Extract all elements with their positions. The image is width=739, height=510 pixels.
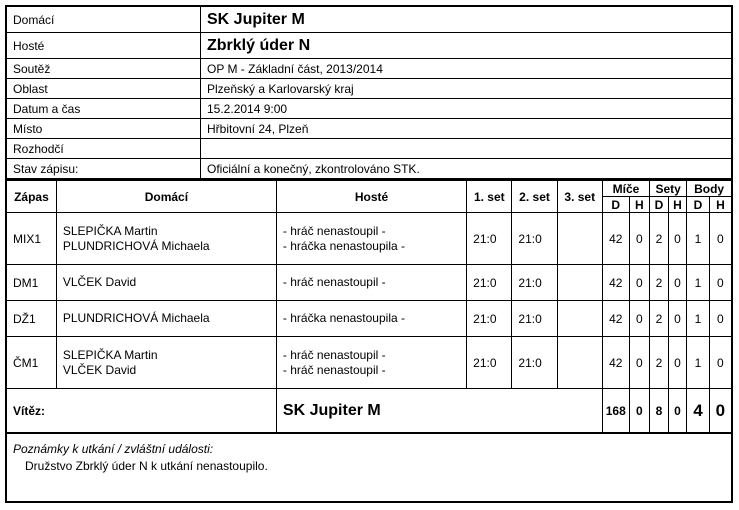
col-header-h: H xyxy=(709,197,731,213)
balls-home: 42 xyxy=(602,213,629,265)
set1-score: 21:0 xyxy=(467,265,512,301)
col-header-guest: Hosté xyxy=(276,181,466,213)
home-players xyxy=(56,265,276,301)
col-header-points: Body xyxy=(687,181,731,197)
total-balls-home: 168 xyxy=(602,389,629,434)
balls-guest: 0 xyxy=(629,337,650,389)
info-label: Hosté xyxy=(7,33,201,59)
player-name: VLČEK David xyxy=(62,362,137,377)
match-code: MIX1 xyxy=(7,213,56,265)
info-value xyxy=(201,139,732,159)
table-row xyxy=(7,213,731,265)
info-value: OP M - Základní část, 2013/2014 xyxy=(201,59,732,79)
set2-score: 21:0 xyxy=(512,301,557,337)
set2-score: 21:0 xyxy=(512,265,557,301)
info-label: Domácí xyxy=(7,7,201,33)
match-report xyxy=(5,5,733,503)
info-label: Oblast xyxy=(7,79,201,99)
notes-label: Poznámky k utkání / zvláštní události: xyxy=(13,442,214,456)
matches-table xyxy=(7,180,731,434)
col-header-set3: 3. set xyxy=(557,181,602,213)
sets-home: 2 xyxy=(650,301,669,337)
player-name: - hráč nenastoupil - xyxy=(282,275,386,289)
total-points-home: 4 xyxy=(687,389,710,434)
info-value: 15.2.2014 9:00 xyxy=(201,99,732,119)
player-name: - hráč nenastoupil - xyxy=(282,347,386,362)
match-code: ČM1 xyxy=(7,337,56,389)
sets-home: 2 xyxy=(650,265,669,301)
info-row-region xyxy=(7,79,731,99)
table-row xyxy=(7,265,731,301)
player-name: - hráčka nenastoupila - xyxy=(282,311,405,325)
guest-players xyxy=(276,337,466,389)
col-header-sets: Sety xyxy=(650,181,687,197)
set3-score xyxy=(557,337,602,389)
col-header-set1: 1. set xyxy=(467,181,512,213)
set2-score: 21:0 xyxy=(512,337,557,389)
guest-players xyxy=(276,265,466,301)
info-value: Oficiální a konečný, zkontrolováno STK. xyxy=(201,159,732,180)
guest-players xyxy=(276,301,466,337)
player-name: - hráč nenastoupil - xyxy=(282,362,386,377)
col-header-h: H xyxy=(629,197,650,213)
points-guest: 0 xyxy=(709,213,731,265)
balls-guest: 0 xyxy=(629,265,650,301)
home-team-name: SK Jupiter M xyxy=(201,7,732,33)
home-players xyxy=(56,301,276,337)
col-header-balls: Míče xyxy=(602,181,649,197)
home-players xyxy=(56,213,276,265)
points-guest: 0 xyxy=(709,301,731,337)
balls-home: 42 xyxy=(602,337,629,389)
player-name: SLEPIČKA Martin xyxy=(62,347,158,362)
info-row-datetime xyxy=(7,99,731,119)
total-points-guest: 0 xyxy=(709,389,731,434)
info-label: Soutěž xyxy=(7,59,201,79)
set1-score: 21:0 xyxy=(467,301,512,337)
player-name: - hráč nenastoupil - xyxy=(282,223,386,238)
home-players xyxy=(56,337,276,389)
col-header-d: D xyxy=(687,197,710,213)
notes-text: Družstvo Zbrklý úder N k utkání nenastoupilo. xyxy=(25,459,268,473)
info-label: Datum a čas xyxy=(7,99,201,119)
points-guest: 0 xyxy=(709,337,731,389)
balls-home: 42 xyxy=(602,265,629,301)
winner-name: SK Jupiter M xyxy=(276,389,602,434)
col-header-d: D xyxy=(650,197,669,213)
player-name: - hráčka nenastoupila - xyxy=(282,238,405,253)
table-row xyxy=(7,337,731,389)
points-guest: 0 xyxy=(709,265,731,301)
set3-score xyxy=(557,301,602,337)
sets-guest: 0 xyxy=(668,301,687,337)
sets-guest: 0 xyxy=(668,213,687,265)
points-home: 1 xyxy=(687,301,710,337)
matches-header-row xyxy=(7,181,731,197)
info-row-status xyxy=(7,159,731,180)
col-header-set2: 2. set xyxy=(512,181,557,213)
set3-score xyxy=(557,213,602,265)
info-label: Rozhodčí xyxy=(7,139,201,159)
info-row-referee xyxy=(7,139,731,159)
total-balls-guest: 0 xyxy=(629,389,650,434)
balls-guest: 0 xyxy=(629,301,650,337)
points-home: 1 xyxy=(687,337,710,389)
player-name: PLUNDRICHOVÁ Michaela xyxy=(62,238,210,253)
match-code: DM1 xyxy=(7,265,56,301)
info-row-guest xyxy=(7,33,731,59)
balls-guest: 0 xyxy=(629,213,650,265)
sets-home: 2 xyxy=(650,213,669,265)
sets-guest: 0 xyxy=(668,337,687,389)
info-value: Plzeňský a Karlovarský kraj xyxy=(201,79,732,99)
col-header-home: Domácí xyxy=(56,181,276,213)
info-label: Místo xyxy=(7,119,201,139)
set1-score: 21:0 xyxy=(467,213,512,265)
total-sets-guest: 0 xyxy=(668,389,687,434)
match-code: DŽ1 xyxy=(7,301,56,337)
sets-guest: 0 xyxy=(668,265,687,301)
total-sets-home: 8 xyxy=(650,389,669,434)
col-header-match: Zápas xyxy=(7,181,56,213)
guest-team-name: Zbrklý úder N xyxy=(201,33,732,59)
info-row-venue xyxy=(7,119,731,139)
points-home: 1 xyxy=(687,265,710,301)
info-label: Stav zápisu: xyxy=(7,159,201,180)
sets-home: 2 xyxy=(650,337,669,389)
col-header-d: D xyxy=(602,197,629,213)
winner-label: Vítěz: xyxy=(7,389,276,434)
balls-home: 42 xyxy=(602,301,629,337)
player-name: PLUNDRICHOVÁ Michaela xyxy=(62,311,210,325)
set1-score: 21:0 xyxy=(467,337,512,389)
col-header-h: H xyxy=(668,197,687,213)
winner-row xyxy=(7,389,731,434)
player-name: SLEPIČKA Martin xyxy=(62,223,158,238)
points-home: 1 xyxy=(687,213,710,265)
info-value: Hřbitovní 24, Plzeň xyxy=(201,119,732,139)
match-info-table xyxy=(7,7,731,180)
guest-players xyxy=(276,213,466,265)
notes-section xyxy=(7,434,731,473)
set3-score xyxy=(557,265,602,301)
table-row xyxy=(7,301,731,337)
player-name: VLČEK David xyxy=(62,275,137,289)
set2-score: 21:0 xyxy=(512,213,557,265)
info-row-home xyxy=(7,7,731,33)
info-row-competition xyxy=(7,59,731,79)
